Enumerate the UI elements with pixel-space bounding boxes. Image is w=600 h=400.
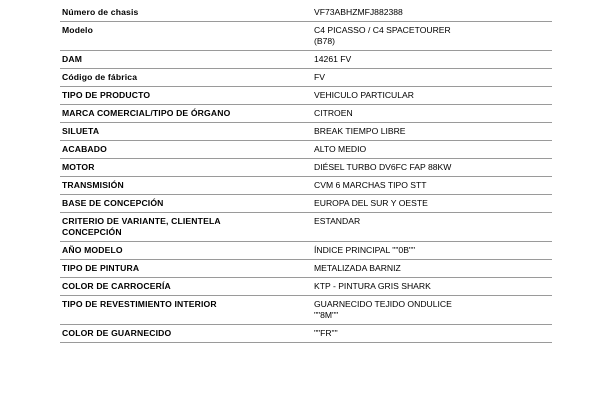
row-value-line: GUARNECIDO TEJIDO ONDULICE [314, 299, 452, 309]
row-value [312, 260, 552, 278]
row-label-line: Modelo [62, 25, 93, 35]
row-label [60, 51, 312, 69]
vehicle-spec-table [60, 4, 552, 343]
row-value [312, 51, 552, 69]
row-value [312, 278, 552, 296]
row-label [60, 296, 312, 325]
table-row [60, 69, 552, 87]
table-row [60, 4, 552, 22]
row-value [312, 4, 552, 22]
table-row [60, 51, 552, 69]
row-value-line: VEHICULO PARTICULAR [314, 90, 414, 100]
table-row [60, 296, 552, 325]
row-label-line: SILUETA [62, 126, 100, 136]
row-label [60, 325, 312, 343]
row-value-line: ""8M"" [314, 310, 339, 320]
row-value-line: EUROPA DEL SUR Y OESTE [314, 198, 428, 208]
row-value-line: CVM 6 MARCHAS TIPO STT [314, 180, 427, 190]
row-label-line: CONCEPCIÓN [62, 227, 122, 237]
row-label-line: TIPO DE PRODUCTO [62, 90, 151, 100]
row-label [60, 123, 312, 141]
row-label [60, 69, 312, 87]
row-label-line: TIPO DE REVESTIMIENTO INTERIOR [62, 299, 217, 309]
row-value-line: ÍNDICE PRINCIPAL ""0B"" [314, 245, 416, 255]
row-value [312, 141, 552, 159]
table-row [60, 213, 552, 242]
row-value [312, 22, 552, 51]
row-label-line: COLOR DE CARROCERÍA [62, 281, 171, 291]
row-label [60, 4, 312, 22]
row-label [60, 159, 312, 177]
table-row [60, 87, 552, 105]
row-label-line: MARCA COMERCIAL/TIPO DE ÓRGANO [62, 108, 231, 118]
row-label [60, 22, 312, 51]
table-row [60, 123, 552, 141]
row-value [312, 177, 552, 195]
row-label [60, 213, 312, 242]
row-value-line: C4 PICASSO / C4 SPACETOURER [314, 25, 451, 35]
table-row [60, 22, 552, 51]
row-label [60, 177, 312, 195]
row-value-line: KTP - PINTURA GRIS SHARK [314, 281, 431, 291]
row-value-line: ESTANDAR [314, 216, 361, 226]
row-value-line: CITROEN [314, 108, 353, 118]
row-value-line: VF73ABHZMFJ882388 [314, 7, 403, 17]
row-value [312, 159, 552, 177]
table-row [60, 177, 552, 195]
row-label-line: MOTOR [62, 162, 95, 172]
row-label-line: CRITERIO DE VARIANTE, CLIENTELA [62, 216, 221, 226]
table-row [60, 159, 552, 177]
row-label-line: Número de chasis [62, 7, 139, 17]
row-value [312, 213, 552, 242]
row-value [312, 69, 552, 87]
row-label [60, 195, 312, 213]
table-row [60, 105, 552, 123]
row-value-line: DIÉSEL TURBO DV6FC FAP 88KW [314, 162, 452, 172]
table-row [60, 260, 552, 278]
row-value-line: (B78) [314, 36, 336, 46]
row-value [312, 242, 552, 260]
row-label [60, 242, 312, 260]
row-label-line: DAM [62, 54, 83, 64]
row-label-line: BASE DE CONCEPCIÓN [62, 198, 164, 208]
row-value-line: ""FR"" [314, 328, 338, 338]
spec-table-body [60, 4, 552, 343]
row-value [312, 105, 552, 123]
row-label [60, 141, 312, 159]
row-value [312, 123, 552, 141]
row-label-line: AÑO MODELO [62, 245, 123, 255]
row-label-line: TIPO DE PINTURA [62, 263, 140, 273]
row-value-line: ALTO MEDIO [314, 144, 367, 154]
row-label [60, 105, 312, 123]
row-value-line: 14261 FV [314, 54, 352, 64]
row-label [60, 87, 312, 105]
row-value-line: FV [314, 72, 325, 82]
table-row [60, 195, 552, 213]
row-value-line: METALIZADA BARNIZ [314, 263, 401, 273]
row-value [312, 296, 552, 325]
row-label-line: COLOR DE GUARNECIDO [62, 328, 172, 338]
table-row [60, 242, 552, 260]
row-label [60, 260, 312, 278]
row-label-line: ACABADO [62, 144, 107, 154]
row-value [312, 195, 552, 213]
table-row [60, 141, 552, 159]
table-row [60, 278, 552, 296]
row-label-line: Código de fábrica [62, 72, 138, 82]
row-value [312, 325, 552, 343]
row-value [312, 87, 552, 105]
table-row [60, 325, 552, 343]
row-value-line: BREAK TIEMPO LIBRE [314, 126, 406, 136]
row-label-line: TRANSMISIÓN [62, 180, 124, 190]
row-label [60, 278, 312, 296]
